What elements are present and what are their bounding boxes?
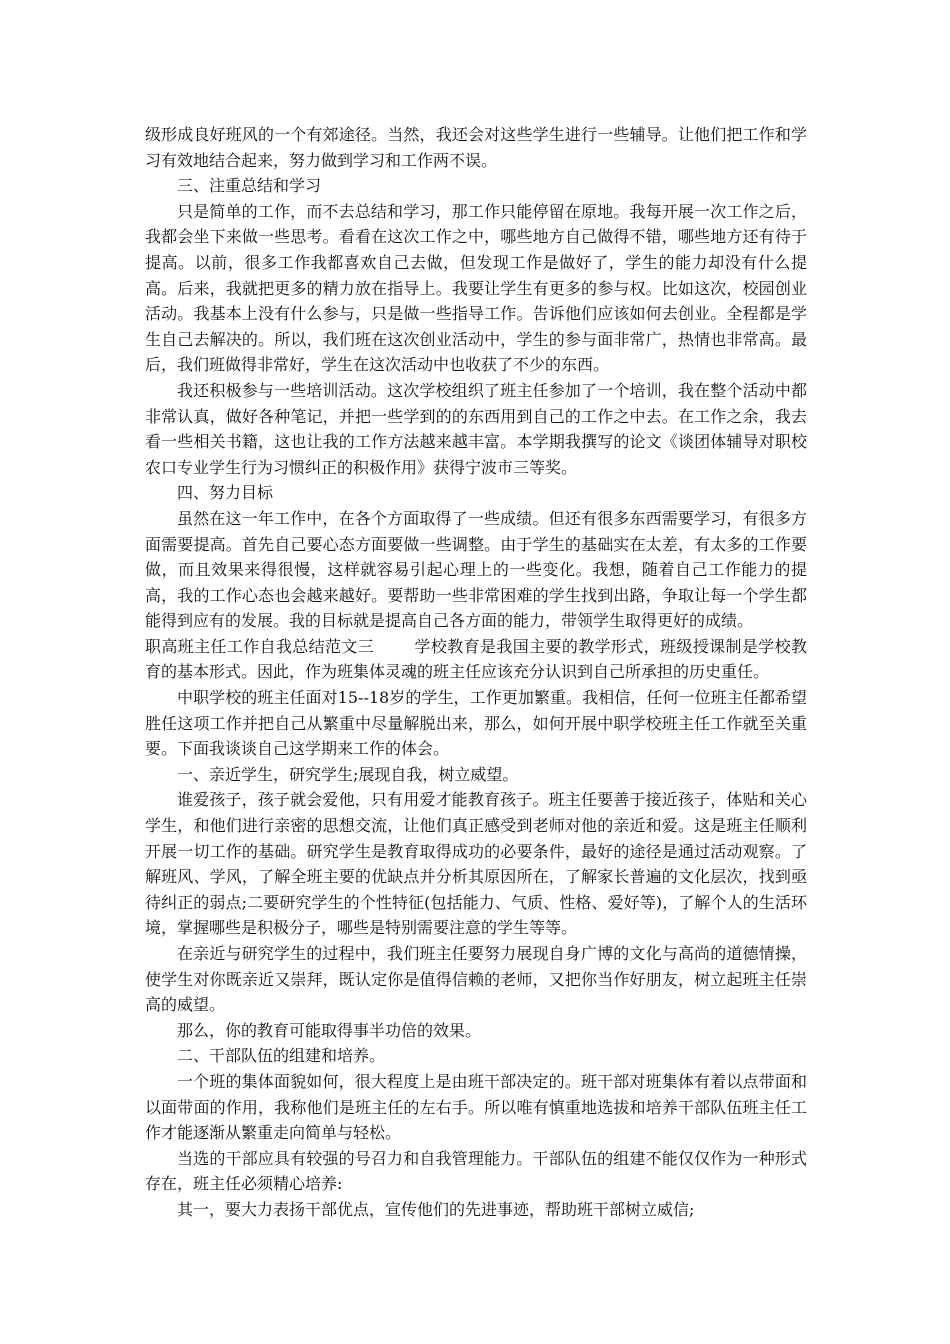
article-title: 职高班主任工作自我总结范文三 [145, 636, 375, 656]
paragraph-cadre-ability: 当选的干部应具有较强的号召力和自我管理能力。干部队伍的组建不能仅仅作为一种形式存在，班主任必须精心培养: [145, 1148, 807, 1194]
paragraph-intro: 级形成良好班风的一个有郊途径。当然，我还会对这些学生进行一些辅导。让他们把工作和学习有效地结合起来，努力做到学习和工作两不误。 [145, 125, 807, 170]
paragraph-summary-study: 只是简单的工作，而不去总结和学习，那工作只能停留在原地。我每开展一次工作之后，我都会坐下来做一些思考。看看在这次工作之中，哪些地方自己做得不错，哪些地方还有待于提高。以前，很多工作我都喜欢自己去做，但发现工作是做好了，学生的能力却没有什么提高。后来，我就把更多的精力放在指导上。我要让学生有更多的参与权。比如这次，校园创业活动。我基本上没有什么参与，只是做一些指导工作。告诉他们应该如何去创业。全程都是学生自己去解决的。所以，我们班在这次创业活动中，学生的参与面非常广，热情也非常高。最后，我们班做得非常好，学生在这次活动中也收获了不少的东西。 [145, 201, 807, 375]
paragraph-cadres: 一个班的集体面貌如何，很大程度上是由班干部决定的。班干部对班集体有着以点带面和以面带面的作用，我称他们是班主任的左右手。所以唯有慎重地选拔和培养干部队伍班主任工作才能逐渐从繁重走向简单与轻松。 [145, 1071, 807, 1143]
section-heading-3: 三、注重总结和学习 [177, 176, 322, 196]
paragraph-effect: 那么，你的教育可能取得事半功倍的效果。 [177, 1020, 482, 1040]
document-body [145, 122, 807, 1223]
section-heading-2: 二、干部队伍的组建和培养。 [177, 1046, 386, 1066]
section-heading-4: 四、努力目标 [177, 483, 274, 503]
article-title-line [145, 634, 807, 685]
paragraph-training: 我还积极参与一些培训活动。这次学校组织了班主任参加了一个培训，我在整个活动中都非常认真，做好各种笔记，并把一些学到的的东西用到自己的工作之中去。在工作之余，我去看一些相关书籍，这也让我的工作方法越来越丰富。本学期我撰写的论文《谈团体辅导对职校农口专业学生行为习惯纠正的积极作用》获得宁波市三等奖。 [145, 380, 807, 477]
paragraph-prestige: 在亲近与研究学生的过程中，我们班主任要努力展现自身广博的文化与高尚的道德情操，使学生对你既亲近又崇拜，既认定你是值得信赖的老师，又把你当作好朋友，树立起班主任崇高的威望。 [145, 944, 807, 1015]
section-heading-1: 一、亲近学生，研究学生;展现自我，树立威望。 [177, 764, 519, 784]
paragraph-goals: 虽然在这一年工作中，在各个方面取得了一些成绩。但还有很多东西需要学习，有很多方面需要提高。首先自己要心态方面要做一些调整。由于学生的基础实在太差，有太多的工作要做，而且效果来得很慢，这样就容易引起心理上的一些变化。我想，随着自己工作能力的提高，我的工作心态也会越来越好。要帮助一些非常困难的学生找到出路，争取让每一个学生都能得到应有的发展。我的目标就是提高自己各方面的能力，带领学生取得更好的成绩。 [145, 508, 807, 631]
paragraph-first-point: 其一，要大力表扬干部优点，宣传他们的先进事迹，帮助班干部树立威信; [177, 1199, 695, 1219]
article-intro-text: 学校教育是我国主要的教学形式，班级授课制是学校教育的基本形式。因此，作为班集体灵魂的班主任应该充分认识到自己所承担的历史重任。 [145, 636, 807, 682]
paragraph-vocational: 中职学校的班主任面对15--18岁的学生，工作更加繁重。我相信，任何一位班主任都希望胜任这项工作并把自己从繁重中尽量解脱出来，那么，如何开展中职学校班主任工作就至关重要。下面我谈谈自己这学期来工作的体会。 [145, 688, 807, 759]
paragraph-love-students: 谁爱孩子，孩子就会爱他，只有用爱才能教育孩子。班主任要善于接近孩子，体贴和关心学生，和他们进行亲密的思想交流，让他们真正感受到老师对他的亲近和爱。这是班主任顺利开展一切工作的基础。研究学生是教育取得成功的必要条件，最好的途径是通过活动观察。了解班风、学风，了解全班主要的优缺点并分析其原因所在，了解家长普遍的文化层次，找到亟待纠正的弱点;二要研究学生的个性特征(包括能力、气质、性格、爱好等)，了解个人的生活环境，掌握哪些是积极分子，哪些是特别需要注意的学生等等。 [145, 790, 807, 938]
